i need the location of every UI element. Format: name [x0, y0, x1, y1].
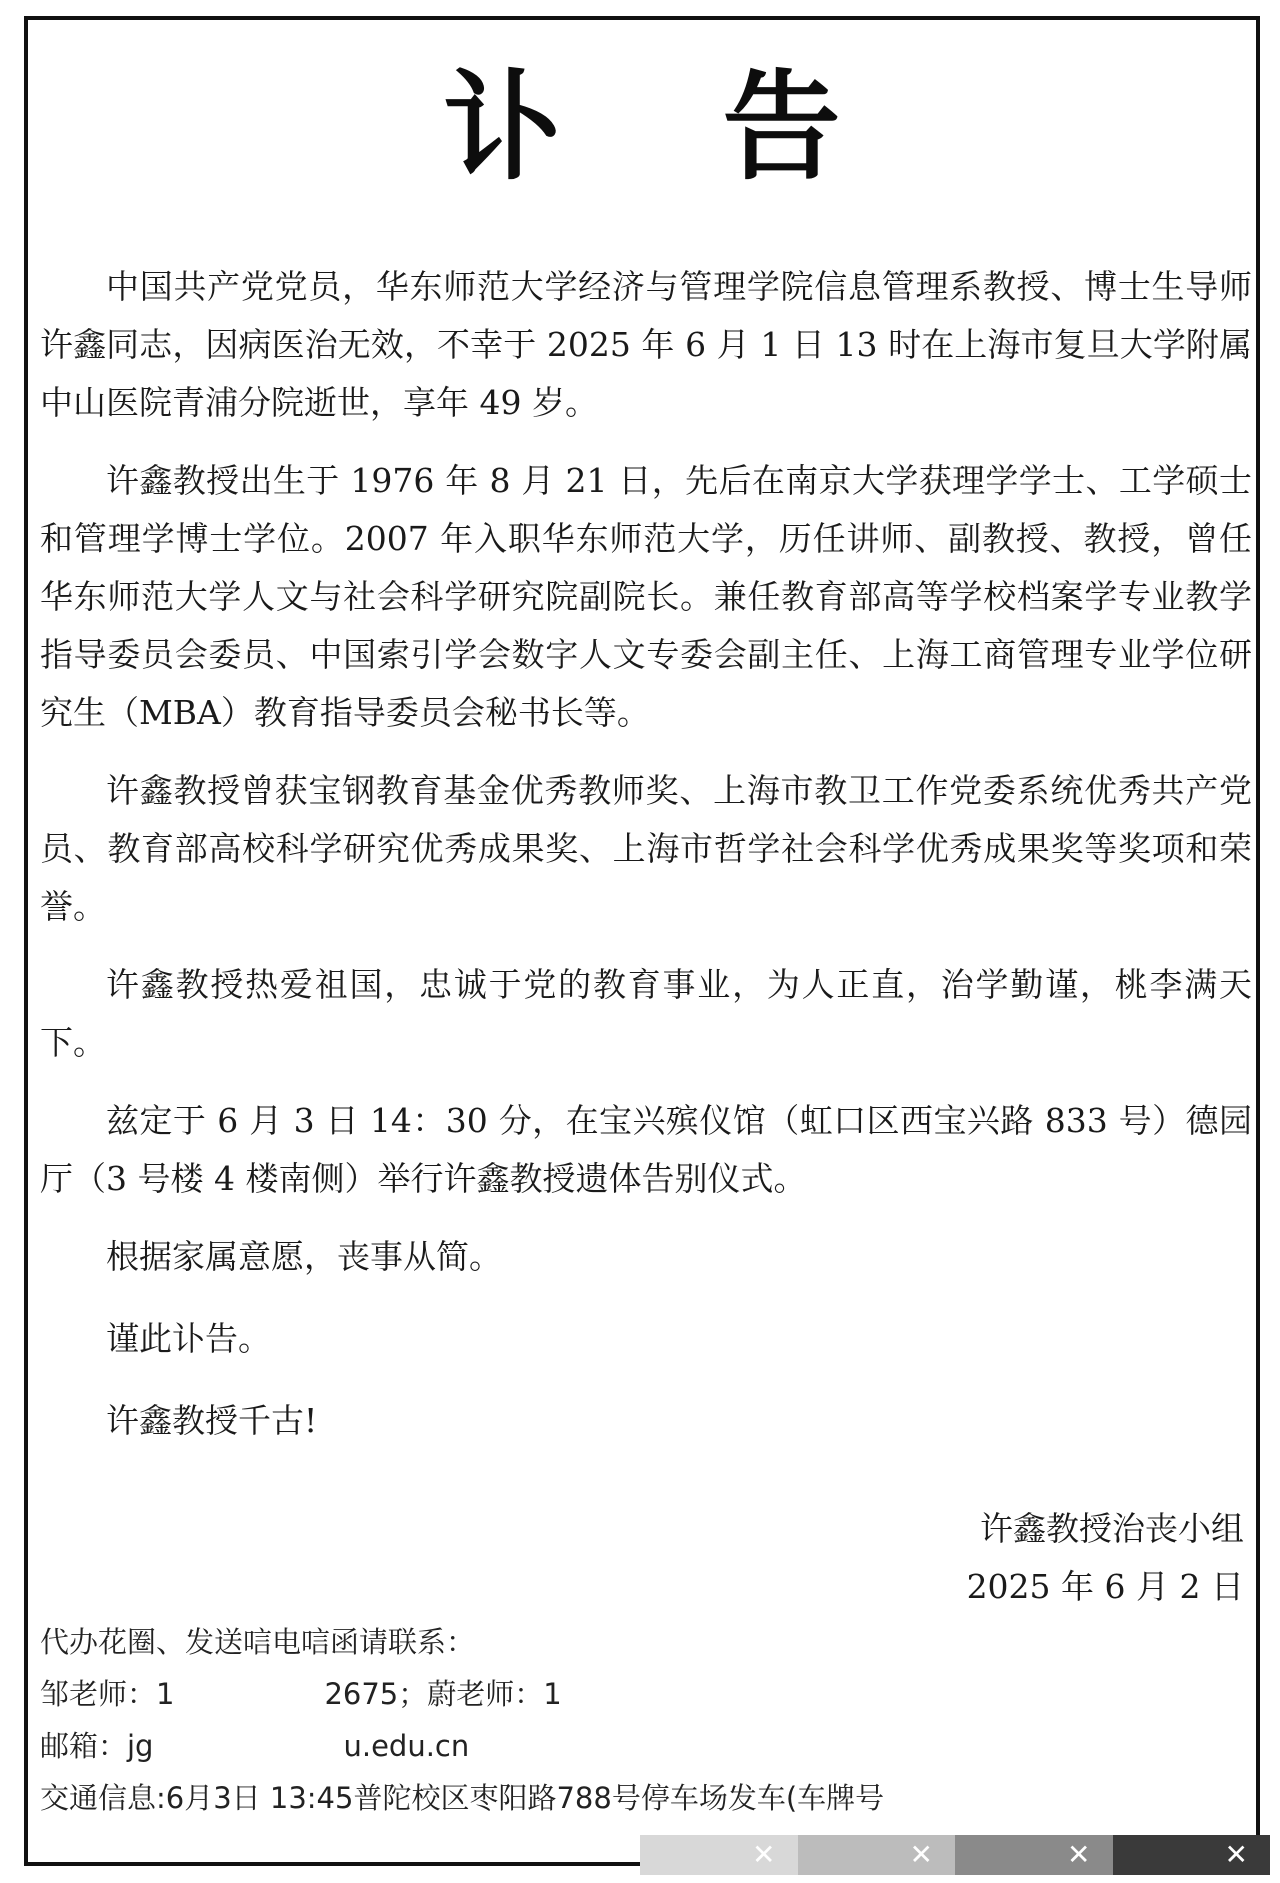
contact-intro: 代办花圈、发送唁电唁函请联系：: [40, 1625, 476, 1659]
overlay-strip: [640, 1835, 1270, 1875]
contact-email-a: 邮箱：jg: [40, 1729, 154, 1763]
close-icon[interactable]: ✕: [1224, 1838, 1248, 1871]
contact-email-b: u.edu.cn: [343, 1729, 470, 1763]
paragraph-announcement: 谨此讣告。: [106, 1319, 271, 1358]
contact-phone-b: 2675；蔚老师：1: [324, 1677, 562, 1711]
overlay-cell: [640, 1835, 798, 1875]
close-icon[interactable]: ✕: [909, 1838, 933, 1871]
paragraph-arrangement: 根据家属意愿，丧事从简。: [106, 1237, 502, 1276]
obituary-notice: [24, 16, 1260, 1866]
notice-body: [40, 258, 1252, 1474]
overlay-cell: [955, 1835, 1113, 1875]
paragraph-ceremony: 兹定于 6 月 3 日 14：30 分，在宝兴殡仪馆（虹口区西宝兴路 833 号）德园厅（3 号楼 4 楼南侧）举行许鑫教授遗体告别仪式。: [40, 1101, 1252, 1198]
paragraph-honors: 许鑫教授曾获宝钢教育基金优秀教师奖、上海市教卫工作党委系统优秀共产党员、教育部高校科学研究优秀成果奖、上海市哲学社会科学优秀成果奖等奖项和荣誉。: [40, 771, 1252, 926]
close-icon[interactable]: ✕: [1067, 1838, 1091, 1871]
overlay-cell: [1113, 1835, 1271, 1875]
overlay-cell: [798, 1835, 956, 1875]
close-icon[interactable]: ✕: [752, 1838, 776, 1871]
paragraph-career: 许鑫教授出生于 1976 年 8 月 21 日，先后在南京大学获理学学士、工学硕士和管理学博士学位。2007 年入职华东师范大学，历任讲师、副教授、教授，曾任华东师范大学人文与社会科学研究院副院长。兼任教育部高等学校档案学专业教学指导委员会委员、中国索引学会数字人文专委会副主任、上海工商管理专业学位研究生（MBA）教育指导委员会秘书长等。: [40, 461, 1252, 732]
contact-transport: 交通信息:6月3日 13:45普陀校区枣阳路788号停车场发车(车牌号: [40, 1781, 885, 1815]
contact-phone-a: 邹老师：1: [40, 1677, 175, 1711]
paragraph-tribute: 许鑫教授热爱祖国，忠诚于党的教育事业，为人正直，治学勤谨，桃李满天下。: [40, 965, 1252, 1062]
signature-block: [967, 1500, 1244, 1616]
paragraph-farewell: 许鑫教授千古!: [106, 1401, 318, 1440]
page-title: 讣 告: [443, 57, 901, 196]
paragraph-intro: 中国共产党党员，华东师范大学经济与管理学院信息管理系教授、博士生导师许鑫同志，因病医治无效，不幸于 2025 年 6 月 1 日 13 时在上海市复旦大学附属中山医院青浦分院逝世，享年 49 岁。: [40, 267, 1252, 422]
signature-org: 许鑫教授治丧小组: [980, 1509, 1244, 1548]
contact-phones: [40, 1668, 1140, 1720]
contact-info: [40, 1616, 1140, 1824]
contact-email: [40, 1720, 1140, 1772]
signature-date: 2025 年 6 月 2 日: [966, 1567, 1244, 1606]
